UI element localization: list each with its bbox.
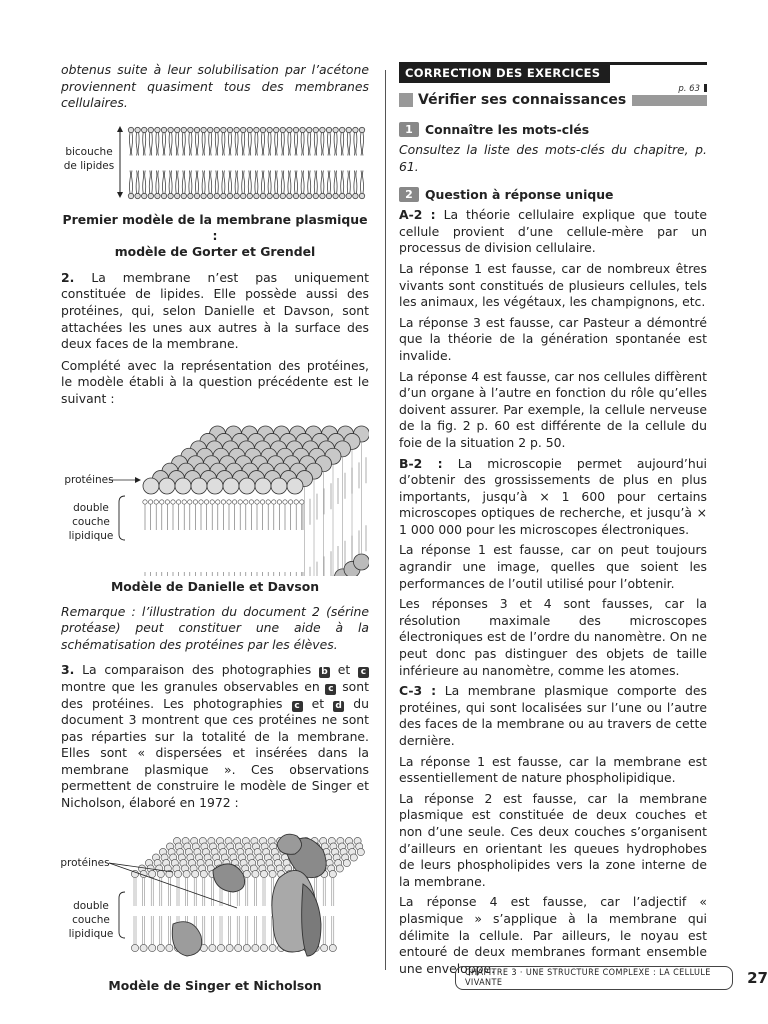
page-reference: p. 63 xyxy=(678,84,707,94)
paragraph-2b: Complété avec la représentation des protéines, le modèle établi à la question précédente est le suivant : xyxy=(61,357,369,406)
question-1-header xyxy=(399,122,707,137)
fig1-caption-line1: Premier modèle de la membrane plasmique : xyxy=(62,211,368,243)
fig1-caption-line2: modèle de Gorter et Grendel xyxy=(114,243,316,259)
c3-response-2: La réponse 2 est fausse, car la membrane plasmique est constituée de deux couches et non d’une seule. Ces deux couches s’organisent d’ailleurs en orientant les queues hydrophobes de leurs phospholipides vers la zone interne de la membrane. xyxy=(399,790,707,889)
answer-c3 xyxy=(399,683,707,749)
fig3-caption: Modèle de Singer et Nicholson xyxy=(108,977,322,993)
page-number: 27 xyxy=(747,969,768,987)
p3-part-a: La comparaison des photographies xyxy=(82,662,312,678)
left-column xyxy=(61,62,369,994)
question-1-number: 1 xyxy=(399,122,419,137)
fig3-double-line2: couche xyxy=(72,913,110,926)
gorter-grendel-figure xyxy=(61,120,369,208)
a2-label: A-2 : xyxy=(399,207,436,223)
photo-c-badge-2: c xyxy=(325,684,336,695)
fig3-proteins-label: protéines xyxy=(60,856,110,869)
right-column xyxy=(399,62,707,977)
fig3-double-line3: lipidique xyxy=(68,927,114,940)
paragraph-3 xyxy=(61,662,369,811)
a2-response-1: La réponse 1 est fausse, car de nombreux êtres vivants sont constitués de plusieurs cellules, tels les animaux, les végétaux, les champignons, etc. xyxy=(399,260,707,310)
answer-b2 xyxy=(399,456,707,539)
section-rule xyxy=(399,62,707,65)
c3-text: La membrane plasmique comporte des protéines, qui sont localisées sur l’une ou l’autre des faces de la membrane ou au travers de cette dernière. xyxy=(399,683,707,748)
question-2-number: 2 xyxy=(399,187,419,202)
c3-label: C-3 : xyxy=(399,683,437,699)
paragraph-2 xyxy=(61,270,369,353)
a2-text: La théorie cellulaire explique que toute cellule provient d’une cellule-mère par un processus de division cellulaire. xyxy=(399,207,707,256)
fig3-double-line1: double xyxy=(73,899,109,912)
question-2-title: Question à réponse unique xyxy=(425,187,614,203)
section-title: CORRECTION DES EXERCICES xyxy=(399,63,610,83)
a2-response-3: La réponse 3 est fausse, car Pasteur a démontré que la théorie de la génération spontanée est invalide. xyxy=(399,314,707,363)
photo-c-badge: c xyxy=(358,667,369,678)
column-divider xyxy=(385,70,386,970)
intro-paragraph: obtenus suite à leur solubilisation par l’acétone proviennent quasiment tous des membranes cellulaires. xyxy=(61,62,369,111)
proteins-label: protéines xyxy=(64,473,114,486)
b2-response-3-4: Les réponses 3 et 4 sont fausses, car la résolution maximale des microscopes électroniques est de l’ordre du nanomètre. On ne peut donc pas distinguer des objets de taille inférieure au nanomètre, comme les atomes. xyxy=(399,596,707,678)
question-2-header xyxy=(399,187,707,202)
chapter-label: CHAPITRE 3 · UNE STRUCTURE COMPLEXE : LA CELLULE VIVANTE xyxy=(455,966,733,990)
photo-c-badge-3: c xyxy=(292,701,303,712)
heading-title: Vérifier ses connaissances xyxy=(418,92,627,108)
c3-response-4: La réponse 4 est fausse, car l’adjectif « plasmique » s’applique à la membrane qui délimite la cellule. Par ailleurs, le noyau est entouré de deux membranes formant ensemble une enveloppe. xyxy=(399,894,707,976)
fig2-double-line2: couche xyxy=(72,515,110,528)
page-footer xyxy=(455,966,768,990)
p3-part-d: du document 3 montrent que ces protéines ne sont pas réparties sur la totalité de la membrane. Elles sont « dispersées et insérées dans la membrane plasmique ». Ces observations permettent de construire le modèle de Singer et Nicholson, élaboré en 1972 : xyxy=(61,695,369,811)
knowledge-heading xyxy=(399,92,707,108)
danielle-davson-drawing xyxy=(61,414,369,576)
danielle-davson-figure xyxy=(61,414,369,576)
question-1-title: Connaître les mots-clés xyxy=(425,122,590,137)
lipid-bilayer-drawing xyxy=(61,120,369,208)
b2-response-1: La réponse 1 est fausse, car on peut toujours agrandir une image, quelles que soient les performances de l’outil utilisé pour l’obtenir. xyxy=(399,542,707,591)
paragraph-3-number: 3. xyxy=(61,662,75,678)
a2-response-4: La réponse 4 est fausse, car nos cellules diffèrent d’un organe à l’autre en fonction du rôle qu’elles doivent assurer. Par exemple, la cellule nerveuse de la fig. 2 p. 60 est différente de la cellule du foie de la situation 2 p. 50. xyxy=(399,368,707,450)
question-1-text: Consultez la liste des mots-clés du chapitre, p. 61. xyxy=(399,142,707,174)
p3-et-2: et xyxy=(311,695,325,711)
paragraph-2-text: La membrane n’est pas uniquement constituée de lipides. Elle possède aussi des protéines, qui, selon Danielle et Davson, sont attachées les unes aux autres à la surface des deux faces de la membrane. xyxy=(61,269,369,352)
fig2-double-line1: double xyxy=(73,501,109,514)
photo-d-badge: d xyxy=(333,701,344,712)
fig2-double-line3: lipidique xyxy=(68,529,114,542)
photo-b-badge: b xyxy=(319,667,330,678)
fig2-caption: Modèle de Danielle et Davson xyxy=(110,578,320,594)
paragraph-2-number: 2. xyxy=(61,269,75,285)
answer-a2 xyxy=(399,207,707,257)
fig1-caption xyxy=(61,212,369,260)
p3-part-c: sont des protéines. Les photographies xyxy=(61,678,369,711)
c3-response-1: La réponse 1 est fausse, car la membrane est essentiellement de nature phospholipidique. xyxy=(399,753,707,786)
section-band xyxy=(399,62,707,94)
p3-et: et xyxy=(337,662,351,678)
singer-nicholson-drawing xyxy=(61,820,369,976)
b2-label: B-2 : xyxy=(399,455,443,471)
heading-square-icon xyxy=(399,93,413,107)
bilayer-label-line2: de lipides xyxy=(63,159,115,172)
heading-bar xyxy=(632,95,707,106)
b2-text: La microscopie permet aujourd’hui d’obtenir des grossissements de plus en plus importants, jusqu’à × 1 600 pour certains microscopes optiques de recherche, et jusqu’à × 1 000 000 pour les microscopes électroniques. xyxy=(399,455,707,537)
bilayer-label-line1: bicouche xyxy=(65,145,113,158)
remark-paragraph: Remarque : l’illustration du document 2 (sérine protéase) peut constituer une aide à la schématisation des protéines par les élèves. xyxy=(61,603,369,652)
singer-nicholson-figure xyxy=(61,820,369,976)
p3-part-b: montre que les granules observables en xyxy=(61,678,320,694)
